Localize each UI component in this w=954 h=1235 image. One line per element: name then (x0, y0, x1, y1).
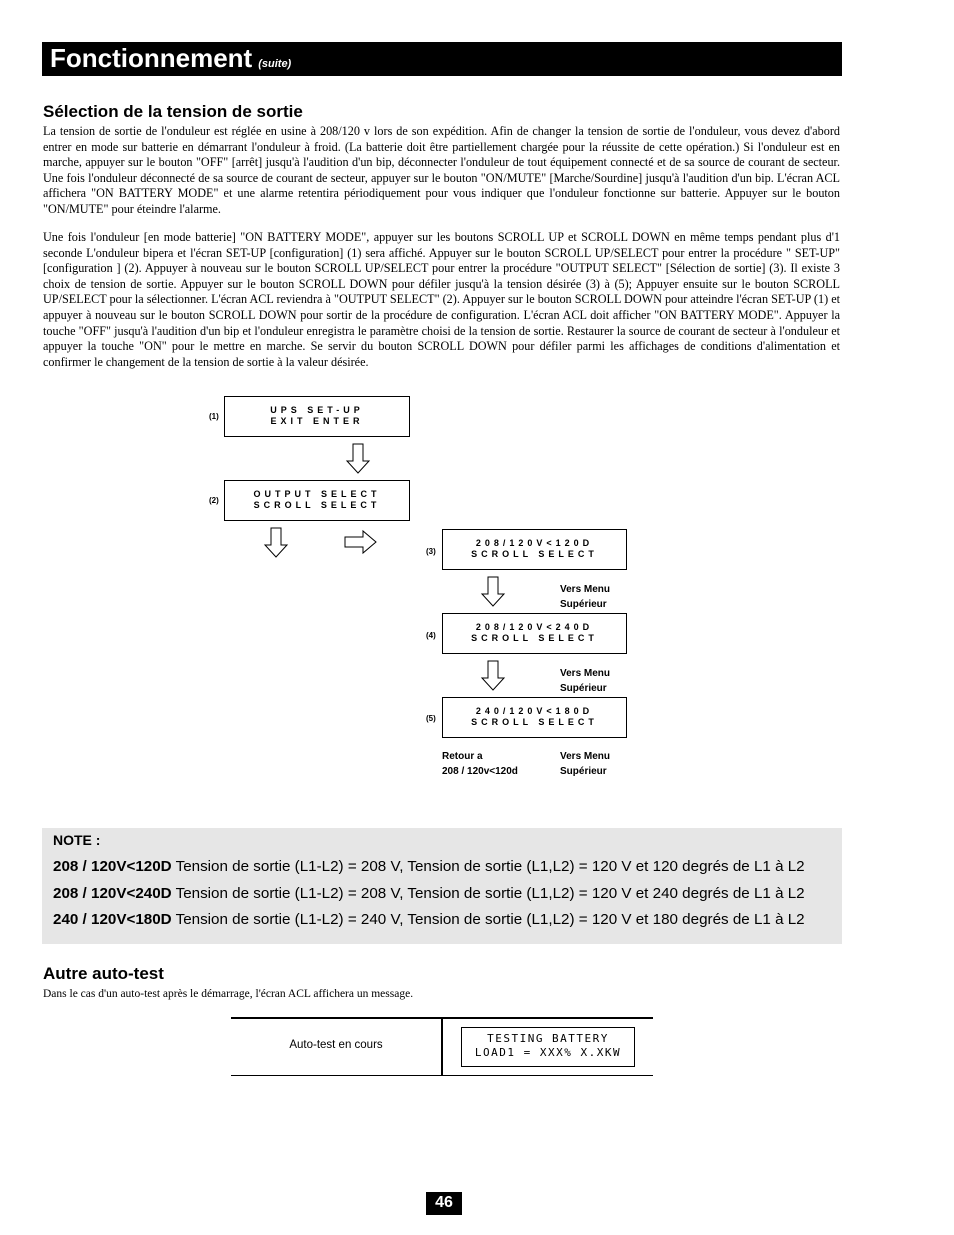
title-text: Fonctionnement (50, 43, 253, 73)
label-line: Retour a (442, 751, 483, 762)
paragraph-1: La tension de sortie de l'onduleur est réglée en usine à 208/120 v lors de son expédition. Afin de changer la tension de sortie de l'onduleur, vous devez d'abord entrer en mode sur batterie en démarrant l'onduleur à froid. (La batterie doit être partiellement chargée pour la réussite de cette opération.) Si l'onduleur est en marche, appuyer sur le bouton "OFF" [arrêt] jusqu'à l'audition d'un bip, déconnecter l'onduleur de tout équipement connecté et de sa source de courant de secteur. Une fois l'onduleur déconnecté de sa source de courant de secteur, appuyer sur le bouton "ON/MUTE" [Marche/Sourdine] jusqu'à l'audition d'un bip. L'écran ACL affichera "ON BATTERY MODE" et une alarme retentira périodiquement pour vous indiquer que l'onduleur fonctionne sur batterie. Appuyer sur le bouton "ON/MUTE" pour éteindre l'alarme. (43, 124, 840, 216)
note-text: Tension de sortie (L1-L2) = 208 V, Tension de sortie (L1,L2) = 120 V et 120 degrés de L1 à L2 (171, 858, 805, 875)
section-heading-output-voltage: Sélection de la tension de sortie (43, 102, 303, 121)
paragraph-2: Une fois l'onduleur [en mode batterie] "ON BATTERY MODE", appuyer sur les boutons SCROLL UP et SCROLL DOWN en même temps pendant plus d'1 seconde L'onduleur bipera et l'écran SET-UP [configuration] (1) sera affiché. Appuyer sur le bouton SCROLL UP/SELECT pour entrer la procédure " SET-UP" [configuration ] (2). Appuyer à nouveau sur le bouton SCROLL UP/SELECT pour entrer la procédure "OUTPUT SELECT" [Sélection de sortie] (3). Il existe 3 choix de tension de sortie. Appuyer sur le bouton SCROLL DOWN pour défiler jusqu'à la tension désirée (3) à (5); Appuyer ensuite sur le bouton SCROLL UP/SELECT pour la sélectionner. L'écran ACL reviendra à "OUTPUT SELECT" (2). Appuyer sur le bouton SCROLL DOWN pour atteindre l'écran SET-UP (1) et appuyer à nouveau sur le bouton SCROLL DOWN pour sortir de la procédure de configuration. L'écran ACL doit afficher "ON BATTERY MODE". Appuyer la touche "OFF" jusqu'à l'audition d'un bip et l'onduleur enregistra le paramètre choisi de la tension de sortie. Restaurer la source de courant de secteur à l'onduleur et appuyer la touche "ON" pour le mettre en marche. Se servir du bouton SCROLL DOWN pour défiler parmi les affichages de conditions d'alimentation et confirmer le changement de la tension de sortie à la valeur désirée. (43, 230, 840, 369)
lcd-line: SCROLL SELECT (253, 500, 381, 510)
step-number: (2) (209, 496, 219, 505)
label-line: Supérieur (560, 599, 607, 610)
note-title: NOTE : (53, 832, 101, 848)
table-label: Auto-test en cours (289, 1039, 383, 1051)
note-text: Tension de sortie (L1-L2) = 240 V, Tension de sortie (L1,L2) = 120 V et 180 degrés de L1 à L2 (171, 911, 805, 928)
arrow-down-icon (345, 443, 371, 475)
lcd-box-240-180 (442, 697, 627, 738)
lcd-box-setup (224, 396, 410, 437)
lcd-line: SCROLL SELECT (471, 633, 598, 643)
label-line: 208 / 120v<120d (442, 766, 518, 777)
lcd-line: OUTPUT SELECT (253, 489, 381, 499)
page-number: 46 (426, 1192, 462, 1215)
lcd-line: LOAD1 = XXX% X.XKW (474, 1046, 622, 1059)
section-heading-self-test: Autre auto-test (43, 964, 164, 983)
label-line: Supérieur (560, 766, 607, 777)
lcd-box-output-select (224, 480, 410, 521)
label-upper-menu (560, 666, 610, 696)
note-text: Tension de sortie (L1-L2) = 208 V, Tension de sortie (L1,L2) = 120 V et 240 degrés de L1 à L2 (171, 885, 805, 902)
step-number: (1) (209, 412, 219, 421)
arrow-right-icon (344, 529, 378, 555)
label-line: Supérieur (560, 683, 607, 694)
label-return (442, 749, 518, 779)
step-number: (5) (426, 714, 436, 723)
note-row (53, 885, 805, 902)
note-key: 240 / 120V<180D (53, 911, 172, 928)
arrow-down-icon (480, 660, 506, 692)
step-number: (3) (426, 547, 436, 556)
label-line: Vers Menu (560, 751, 611, 762)
table-divider (441, 1017, 443, 1076)
step-number: (4) (426, 631, 436, 640)
lcd-line: 208/120V<240D (475, 622, 594, 632)
lcd-box-208-240 (442, 613, 627, 654)
label-upper-menu (560, 582, 610, 612)
label-upper-menu (560, 749, 610, 779)
title-suffix: (suite) (258, 58, 292, 70)
page-header (42, 42, 842, 76)
lcd-line: 240/120V<180D (475, 706, 594, 716)
lcd-line: UPS SET-UP (270, 405, 364, 415)
note-row (53, 858, 805, 875)
note-key: 208 / 120V<120D (53, 858, 172, 875)
note-box (42, 828, 842, 944)
lcd-box-208-120 (442, 529, 627, 570)
lcd-line: TESTING BATTERY (487, 1032, 609, 1045)
lcd-line: 208/120V<120D (475, 538, 594, 548)
lcd-display (461, 1027, 635, 1067)
page-title (50, 42, 291, 80)
lcd-line: SCROLL SELECT (471, 549, 598, 559)
label-line: Vers Menu (560, 668, 611, 679)
paragraph-self-test: Dans le cas d'un auto-test après le démarrage, l'écran ACL affichera un message. (43, 988, 414, 1000)
label-line: Vers Menu (560, 584, 611, 595)
arrow-down-icon (263, 527, 289, 559)
note-key: 208 / 120V<240D (53, 885, 172, 902)
arrow-down-icon (480, 576, 506, 608)
lcd-line: SCROLL SELECT (471, 717, 598, 727)
lcd-line: EXIT ENTER (270, 416, 364, 426)
note-row (53, 911, 805, 928)
